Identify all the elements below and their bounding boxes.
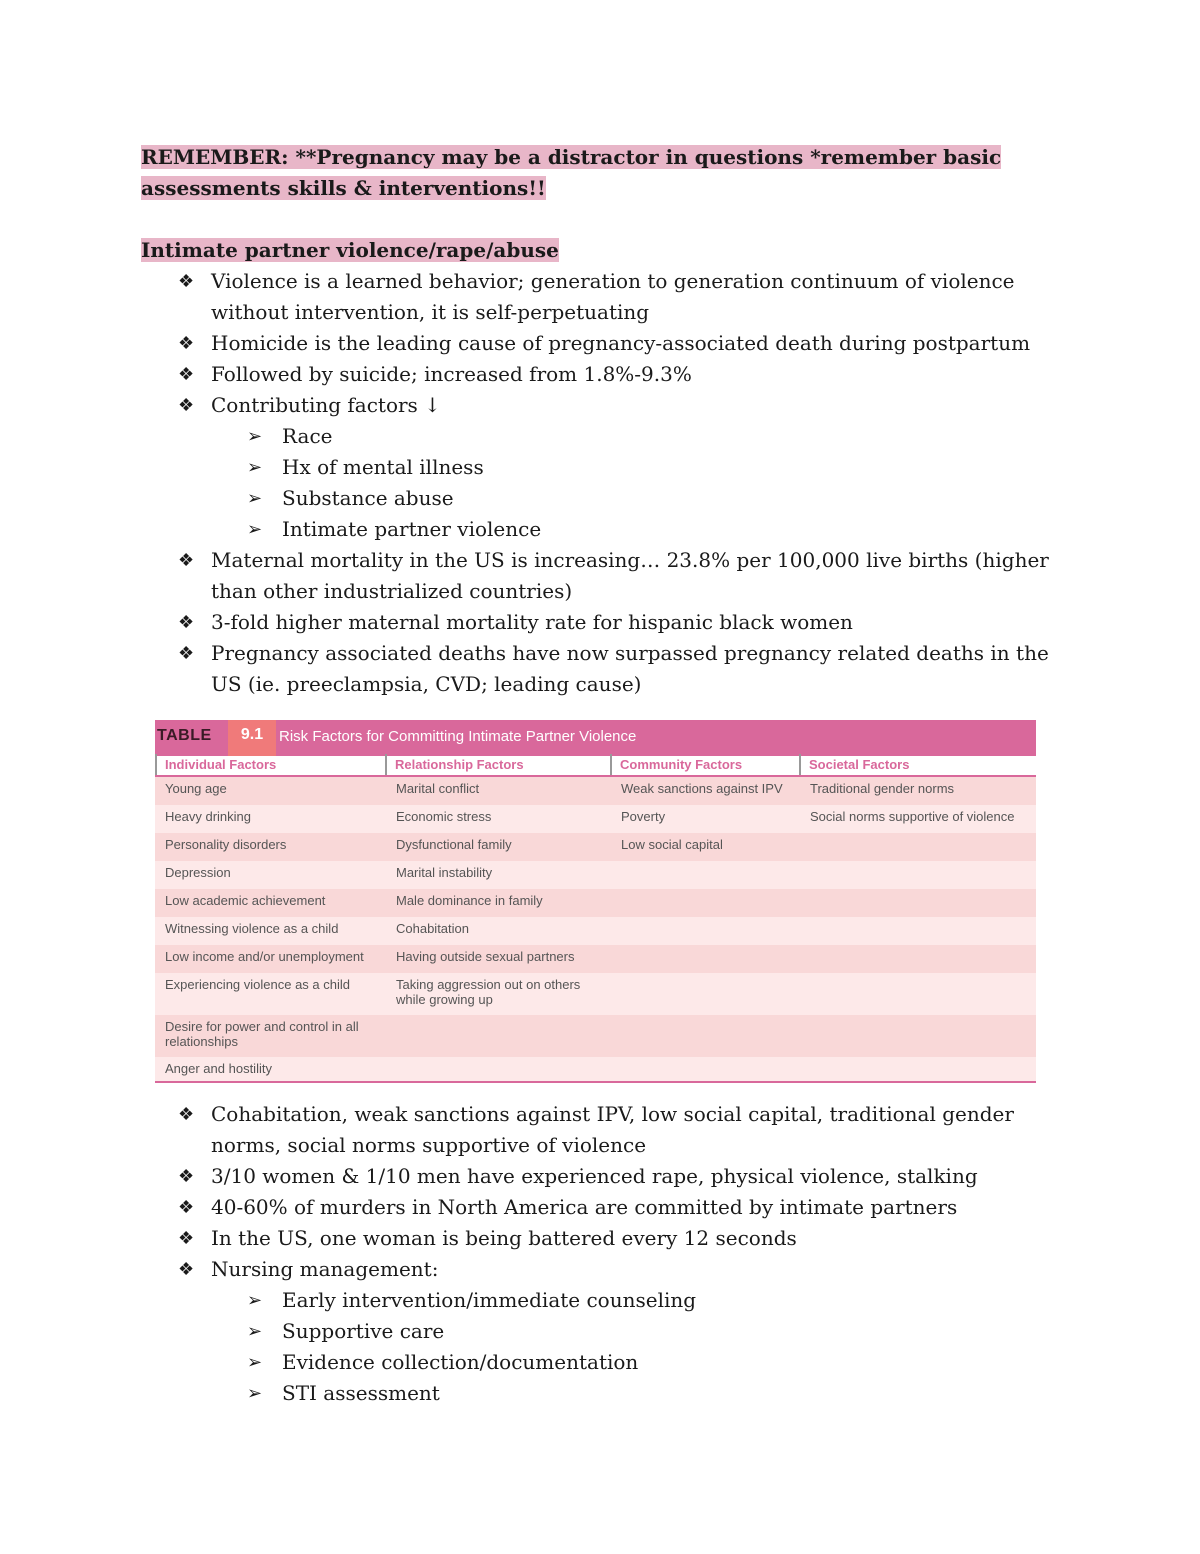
table-row: Low income and/or unemployment Having outside sexual partners (155, 945, 1036, 973)
table-row: Personality disorders Dysfunctional family Low social capital (155, 833, 1036, 861)
table-number: 9.1 (228, 720, 276, 756)
remember-note (141, 142, 1021, 204)
bullet-list-top (141, 266, 1061, 700)
diamond-bullet-icon: ❖ (178, 1259, 195, 1280)
table-row: Desire for power and control in all relationships (155, 1015, 1036, 1057)
diamond-bullet-icon: ❖ (178, 643, 195, 664)
table-header-individual: Individual Factors (155, 754, 385, 776)
table-row: Witnessing violence as a child Cohabitation (155, 917, 1036, 945)
table-row: Anger and hostility (155, 1057, 1036, 1081)
table-title-bar (155, 720, 1036, 756)
list-item: ❖ In the US, one woman is being battered every 12 seconds (141, 1223, 1061, 1254)
section-title-text: Intimate partner violence/rape/abuse (141, 238, 559, 262)
diamond-bullet-icon: ❖ (178, 271, 195, 292)
diamond-bullet-icon: ❖ (178, 364, 195, 385)
diamond-bullet-icon: ❖ (178, 550, 195, 571)
list-item: ➢ Intimate partner violence (141, 514, 1061, 545)
list-item: ➢ Evidence collection/documentation (141, 1347, 1061, 1378)
section-title (141, 235, 559, 266)
remember-label: REMEMBER: (141, 145, 289, 169)
diamond-bullet-icon: ❖ (178, 1228, 195, 1249)
list-item: ❖ Nursing management: (141, 1254, 1061, 1285)
list-item: ❖ Violence is a learned behavior; generation to generation continuum of violence without intervention, it is self-perpetuating (141, 266, 1061, 328)
list-item: ❖ Maternal mortality in the US is increasing… 23.8% per 100,000 live births (higher than other industrialized countries) (141, 545, 1061, 607)
diamond-bullet-icon: ❖ (178, 1166, 195, 1187)
arrow-bullet-icon: ➢ (247, 488, 263, 509)
list-item: ➢ Early intervention/immediate counseling (141, 1285, 1061, 1316)
table-row: Depression Marital instability (155, 861, 1036, 889)
arrow-bullet-icon: ➢ (247, 1352, 263, 1373)
table-header-community: Community Factors (610, 754, 800, 776)
diamond-bullet-icon: ❖ (178, 612, 195, 633)
list-item: ❖ Cohabitation, weak sanctions against IPV, low social capital, traditional gender norms, social norms supportive of violence (141, 1099, 1061, 1161)
list-item: ➢ Race (141, 421, 1061, 452)
table-header-societal: Societal Factors (799, 754, 1034, 776)
diamond-bullet-icon: ❖ (178, 1197, 195, 1218)
arrow-bullet-icon: ➢ (247, 1290, 263, 1311)
list-item: ➢ STI assessment (141, 1378, 1061, 1409)
bullet-list-bottom (141, 1099, 1061, 1409)
remember-text: **Pregnancy may be a distractor in questions *remember basic assessments skills & interventions!! (141, 145, 1002, 200)
list-item: ❖ 3-fold higher maternal mortality rate for hispanic black women (141, 607, 1061, 638)
list-item: ❖ 40-60% of murders in North America are committed by intimate partners (141, 1192, 1061, 1223)
table-footer-line (155, 1081, 1036, 1083)
arrow-bullet-icon: ➢ (247, 1321, 263, 1342)
list-item: ❖ Followed by suicide; increased from 1.8%-9.3% (141, 359, 1061, 390)
table-row: Heavy drinking Economic stress Poverty Social norms supportive of violence (155, 805, 1036, 833)
list-item: ➢ Hx of mental illness (141, 452, 1061, 483)
list-item: ➢ Substance abuse (141, 483, 1061, 514)
table-row: Low academic achievement Male dominance in family (155, 889, 1036, 917)
list-item: ❖ 3/10 women & 1/10 men have experienced rape, physical violence, stalking (141, 1161, 1061, 1192)
list-item: ❖ Contributing factors ↓ (141, 390, 1061, 421)
list-item: ❖ Homicide is the leading cause of pregnancy-associated death during postpartum (141, 328, 1061, 359)
diamond-bullet-icon: ❖ (178, 1104, 195, 1125)
table-tag: TABLE (157, 727, 212, 744)
arrow-bullet-icon: ➢ (247, 519, 263, 540)
diamond-bullet-icon: ❖ (178, 395, 195, 416)
arrow-bullet-icon: ➢ (247, 457, 263, 478)
table-title: Risk Factors for Committing Intimate Partner Violence (279, 728, 637, 745)
table-row: Young age Marital conflict Weak sanctions against IPV Traditional gender norms (155, 777, 1036, 805)
list-item: ➢ Supportive care (141, 1316, 1061, 1347)
diamond-bullet-icon: ❖ (178, 333, 195, 354)
arrow-bullet-icon: ➢ (247, 426, 263, 447)
table-header-relationship: Relationship Factors (385, 754, 610, 776)
table-row: Experiencing violence as a child Taking aggression out on others while growing up (155, 973, 1036, 1015)
arrow-bullet-icon: ➢ (247, 1383, 263, 1404)
risk-factors-table (155, 715, 1036, 1085)
list-item: ❖ Pregnancy associated deaths have now surpassed pregnancy related deaths in the US (ie. preeclampsia, CVD; leading cause) (141, 638, 1061, 700)
